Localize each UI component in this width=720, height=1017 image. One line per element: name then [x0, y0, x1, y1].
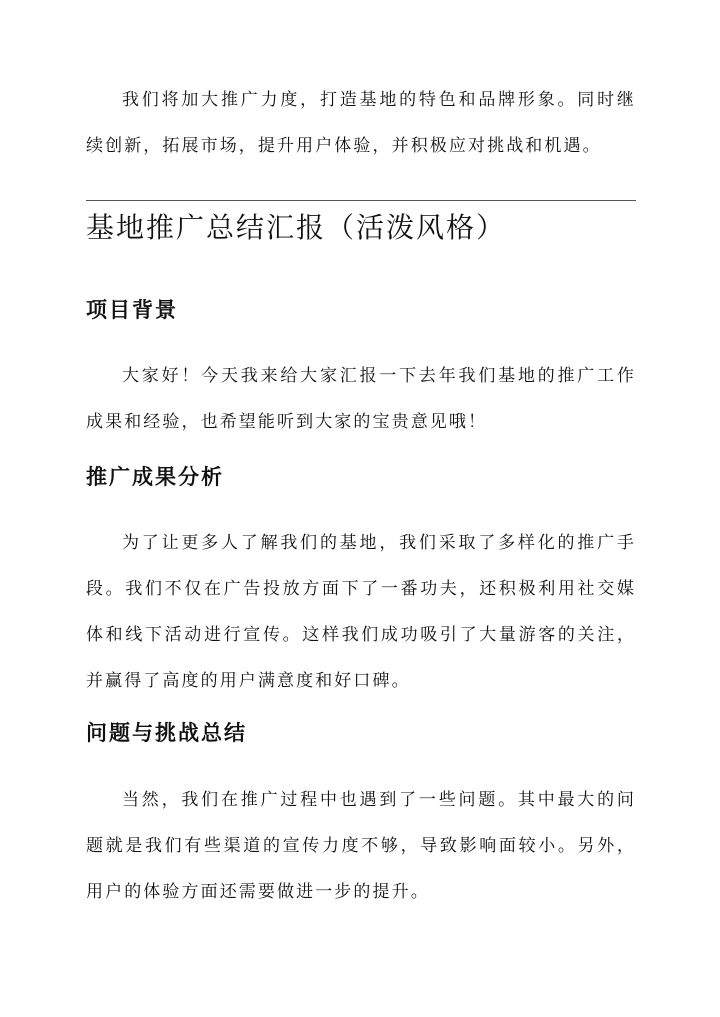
section-heading-results: 推广成果分析 [86, 464, 224, 489]
section-divider [86, 200, 636, 201]
section-heading-background: 项目背景 [86, 297, 178, 322]
section-paragraph-results: 为了让更多人了解我们的基地，我们采取了多样化的推广手段。我们不仅在广告投放方面下了一番功夫，还积极利用社交媒体和线下活动进行宣传。这样我们成功吸引了大量游客的关注，并赢得了高度的用户满意度和好口碑。 [86, 533, 636, 691]
section-paragraph-challenges: 当然，我们在推广过程中也遇到了一些问题。其中最大的问题就是我们有些渠道的宣传力度不够，导致影响面较小。另外，用户的体验方面还需要做进一步的提升。 [86, 790, 636, 902]
document-title: 基地推广总结汇报（活泼风格） [86, 211, 507, 244]
intro-paragraph: 我们将加大推广力度，打造基地的特色和品牌形象。同时继续创新，拓展市场，提升用户体验，并积极应对挑战和机遇。 [86, 90, 636, 156]
section-paragraph-background: 大家好！今天我来给大家汇报一下去年我们基地的推广工作成果和经验，也希望能听到大家的宝贵意见哦！ [86, 366, 636, 432]
section-heading-challenges: 问题与挑战总结 [86, 720, 247, 745]
